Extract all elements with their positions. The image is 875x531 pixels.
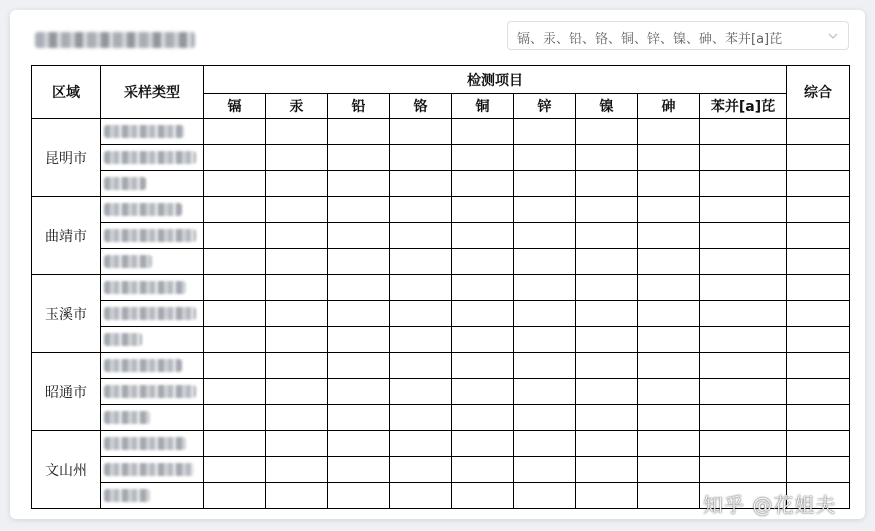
table-row [32,405,850,431]
result-cell [390,249,452,275]
result-cell [328,457,390,483]
header-item: 镍 [576,94,638,119]
result-cell [452,457,514,483]
header-item: 汞 [266,94,328,119]
result-cell [204,119,266,145]
result-cell [576,301,638,327]
result-cell [390,197,452,223]
sample-type-cell [101,431,204,457]
result-cell [328,197,390,223]
blurred-sample-label [104,359,182,372]
result-cell [452,431,514,457]
result-cell [638,457,700,483]
table-row [32,171,850,197]
result-cell [514,171,576,197]
summary-cell [787,275,850,301]
chevron-down-icon [827,30,839,42]
sample-type-cell [101,379,204,405]
result-cell [700,353,787,379]
result-cell [452,379,514,405]
result-cell [576,145,638,171]
result-cell [266,145,328,171]
summary-cell [787,405,850,431]
header-item: 铬 [390,94,452,119]
region-cell: 文山州 [32,431,101,509]
sample-type-cell [101,119,204,145]
blurred-sample-label [104,229,196,242]
result-cell [700,171,787,197]
result-cell [638,379,700,405]
result-cell [700,301,787,327]
result-cell [638,145,700,171]
data-table [31,65,850,509]
header-item: 铅 [328,94,390,119]
result-cell [514,145,576,171]
blurred-sample-label [104,437,186,450]
blurred-sample-label [104,255,152,268]
result-cell [452,145,514,171]
summary-cell [787,145,850,171]
sample-type-cell [101,405,204,431]
result-cell [576,275,638,301]
result-cell [638,249,700,275]
header-item: 镉 [204,94,266,119]
summary-cell [787,171,850,197]
result-cell [266,301,328,327]
header-item: 苯并[a]芘 [700,94,787,119]
test-items-select[interactable] [507,21,849,50]
result-cell [328,327,390,353]
result-cell [514,353,576,379]
header-item: 砷 [638,94,700,119]
summary-cell [787,249,850,275]
result-cell [576,119,638,145]
result-cell [204,457,266,483]
region-cell: 玉溪市 [32,275,101,353]
result-cell [390,483,452,509]
result-cell [514,431,576,457]
result-cell [452,405,514,431]
result-cell [514,483,576,509]
result-cell [638,119,700,145]
result-cell [266,197,328,223]
result-cell [514,119,576,145]
result-cell [514,275,576,301]
result-cell [514,327,576,353]
result-cell [452,249,514,275]
table-row [32,249,850,275]
result-cell [204,223,266,249]
result-cell [514,405,576,431]
result-cell [514,379,576,405]
table-row [32,275,850,301]
result-cell [390,353,452,379]
table-row [32,145,850,171]
blurred-title [35,32,195,48]
table-row [32,457,850,483]
sample-type-cell [101,301,204,327]
region-cell: 昆明市 [32,119,101,197]
result-cell [576,197,638,223]
result-cell [638,301,700,327]
result-cell [328,405,390,431]
summary-cell [787,119,850,145]
result-cell [700,379,787,405]
header-item: 铜 [452,94,514,119]
sample-type-cell [101,457,204,483]
sample-type-cell [101,275,204,301]
result-cell [328,301,390,327]
blurred-sample-label [104,463,194,476]
result-cell [390,405,452,431]
result-cell [452,275,514,301]
table-row [32,379,850,405]
result-cell [638,353,700,379]
result-cell [390,145,452,171]
result-cell [266,223,328,249]
result-cell [576,327,638,353]
summary-cell [787,301,850,327]
result-cell [452,327,514,353]
result-cell [328,483,390,509]
result-cell [700,457,787,483]
result-cell [700,197,787,223]
result-cell [266,171,328,197]
result-cell [576,249,638,275]
result-cell [576,431,638,457]
result-cell [204,327,266,353]
table-row [32,119,850,145]
watermark: 知乎 @花姐夫 [703,493,837,517]
result-cell [700,275,787,301]
result-cell [452,353,514,379]
summary-cell [787,457,850,483]
result-cell [700,223,787,249]
table-row [32,197,850,223]
blurred-sample-label [104,151,196,164]
result-cell [452,301,514,327]
sample-type-cell [101,197,204,223]
blurred-sample-label [104,333,142,346]
result-cell [576,457,638,483]
result-cell [390,119,452,145]
blurred-sample-label [104,177,146,190]
result-cell [576,483,638,509]
result-cell [638,197,700,223]
header-region: 区域 [32,66,101,119]
result-cell [328,353,390,379]
blurred-sample-label [104,281,186,294]
result-cell [390,327,452,353]
table-row [32,223,850,249]
result-cell [266,353,328,379]
summary-cell [787,431,850,457]
sample-type-cell [101,223,204,249]
result-cell [204,379,266,405]
result-cell [638,275,700,301]
summary-cell [787,327,850,353]
result-cell [328,431,390,457]
header-sample-type: 采样类型 [101,66,204,119]
blurred-sample-label [104,411,150,424]
result-cell [266,249,328,275]
result-cell [328,145,390,171]
result-cell [266,405,328,431]
result-cell [638,483,700,509]
sample-type-cell [101,483,204,509]
result-cell [328,249,390,275]
result-cell [204,275,266,301]
table-row [32,353,850,379]
blurred-sample-label [104,307,196,320]
header-summary: 综合 [787,66,850,119]
result-cell [576,171,638,197]
summary-cell [787,379,850,405]
result-cell [638,171,700,197]
result-cell [700,405,787,431]
result-cell [514,301,576,327]
result-cell [700,431,787,457]
region-cell: 昭通市 [32,353,101,431]
result-cell [204,483,266,509]
sample-type-cell [101,327,204,353]
table-row [32,301,850,327]
blurred-sample-label [104,203,182,216]
sample-type-cell [101,353,204,379]
result-cell [576,223,638,249]
result-cell [204,145,266,171]
result-cell [514,197,576,223]
result-cell [452,223,514,249]
summary-cell [787,353,850,379]
sample-type-cell [101,249,204,275]
result-cell [638,431,700,457]
summary-cell [787,223,850,249]
result-cell [700,145,787,171]
result-cell [266,275,328,301]
blurred-sample-label [104,125,184,138]
result-cell [328,119,390,145]
result-cell [204,405,266,431]
result-cell [266,379,328,405]
result-cell [390,379,452,405]
result-cell [576,405,638,431]
result-cell [700,249,787,275]
table-row [32,327,850,353]
result-cell [638,223,700,249]
result-cell [700,119,787,145]
result-cell [204,171,266,197]
result-cell [576,353,638,379]
result-cell [514,249,576,275]
header-test-items: 检测项目 [204,66,787,94]
result-cell [204,353,266,379]
region-cell: 曲靖市 [32,197,101,275]
result-cell [390,223,452,249]
result-cell [266,431,328,457]
result-cell [390,431,452,457]
result-cell [328,275,390,301]
result-cell [204,431,266,457]
summary-cell [787,197,850,223]
result-cell [266,483,328,509]
result-cell [390,457,452,483]
result-cell [328,379,390,405]
result-cell [266,327,328,353]
sample-type-cell [101,145,204,171]
select-value: 镉、汞、铅、铬、铜、锌、镍、砷、苯并[a]芘 [517,32,783,47]
result-cell [514,457,576,483]
result-cell [576,379,638,405]
result-cell [514,223,576,249]
result-cell [390,171,452,197]
result-cell [266,119,328,145]
result-cell [452,483,514,509]
result-cell [204,301,266,327]
result-cell [452,197,514,223]
result-cell [204,197,266,223]
result-cell [204,249,266,275]
result-cell [452,171,514,197]
result-cell [638,327,700,353]
blurred-sample-label [104,385,196,398]
result-cell [638,405,700,431]
result-cell [452,119,514,145]
panel-card [10,10,865,519]
result-cell [266,457,328,483]
result-cell [328,171,390,197]
table-row [32,431,850,457]
sample-type-cell [101,171,204,197]
result-cell [390,275,452,301]
result-cell [390,301,452,327]
blurred-sample-label [104,489,150,502]
result-cell [700,327,787,353]
header-item: 锌 [514,94,576,119]
result-cell [328,223,390,249]
